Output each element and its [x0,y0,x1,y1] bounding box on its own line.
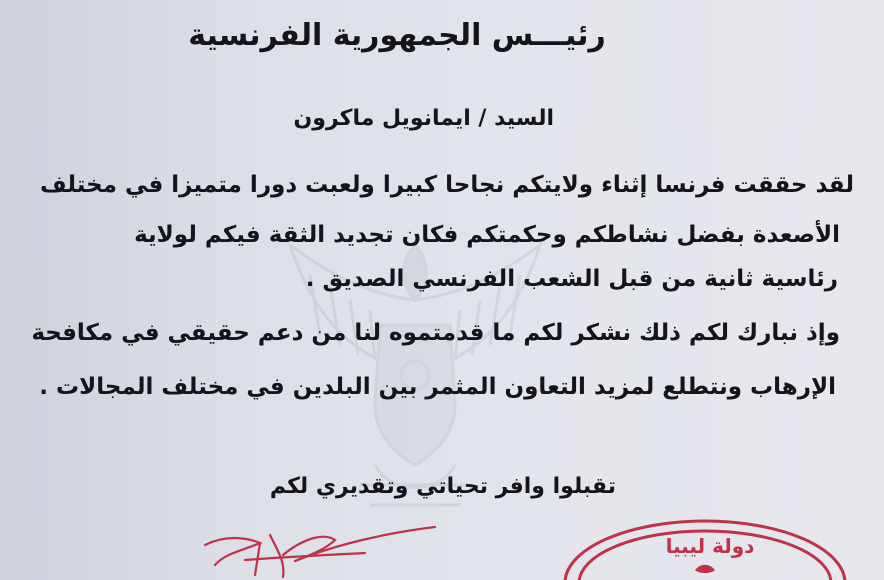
stamp-text: دولة ليبيا [665,534,755,558]
body-line-4: وإذ نبارك لكم ذلك نشكر لكم ما قدمتموه لنا من دعم حقيقي في مكافحة [31,320,840,346]
letter-addressee: السيد / ايمانويل ماكرون [293,106,554,131]
body-line-3: رئاسية ثانية من قبل الشعب الفرنسي الصديق . [305,266,838,292]
body-line-2: الأصعدة بفضل نشاطكم وحكمتكم فكان تجديد الثقة فيكم لولاية [134,222,840,248]
letter-closing: تقبلوا وافر تحياتي وتقديري لكم [269,474,616,499]
body-line-1: لقد حققت فرنسا إثناء ولايتكم نجاحا كبيرا ولعبت دورا متميزا في مختلف [39,172,854,198]
body-line-5: الإرهاب ونتطلع لمزيد التعاون المثمر بين البلدين في مختلف المجالات . [39,374,836,400]
letter-title: رئيـــس الجمهورية الفرنسية [188,18,606,53]
handwritten-signature [185,515,445,580]
